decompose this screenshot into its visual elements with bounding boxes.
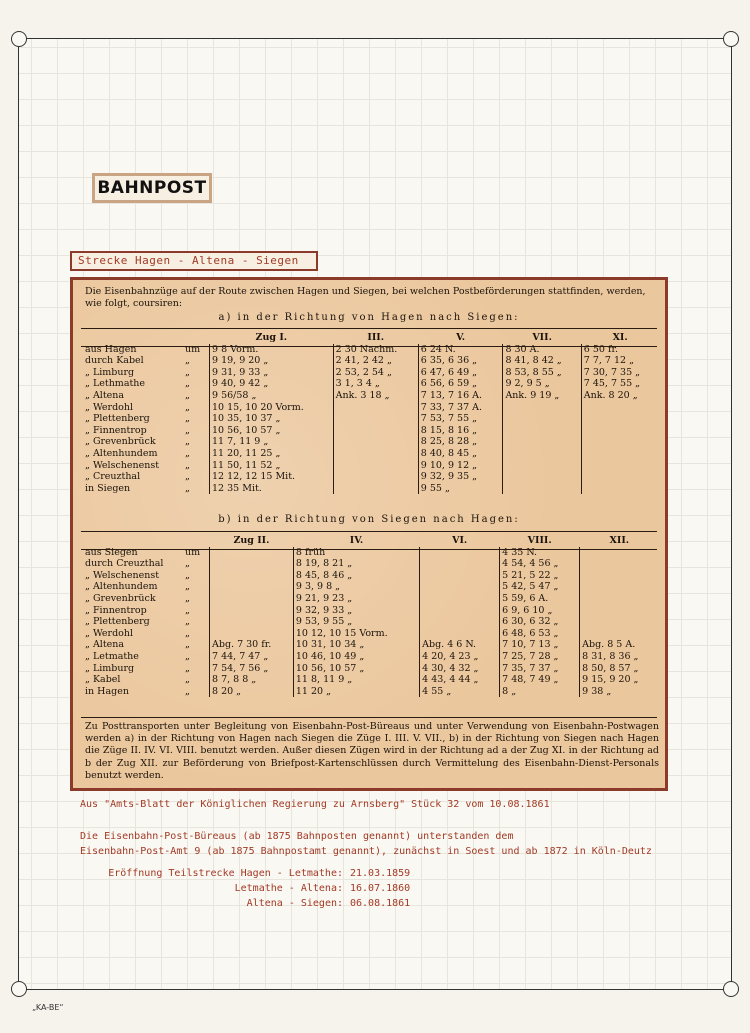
table-header-row <box>83 535 659 547</box>
train-time: 9 40, 9 42 „ <box>210 378 334 390</box>
station-prefix: „ <box>185 616 190 628</box>
train-time: 8 „ <box>500 686 580 698</box>
train-time <box>503 471 581 483</box>
timetable-siegen-hagen <box>83 535 659 697</box>
train-time <box>581 402 659 414</box>
station-name: „ Altenhundem <box>85 447 158 459</box>
train-time: Abg. 8 5 A. <box>580 639 659 651</box>
table-row <box>83 674 659 686</box>
train-time <box>580 581 659 593</box>
station-prefix: um <box>185 546 201 558</box>
train-column-header: VIII. <box>527 535 552 546</box>
train-time <box>210 558 294 570</box>
train-time: 9 21, 9 23 „ <box>293 593 419 605</box>
train-time: 10 56, 10 57 „ <box>210 425 334 437</box>
train-time <box>333 413 418 425</box>
train-time: 8 45, 8 46 „ <box>293 570 419 582</box>
corner-ornament <box>723 981 739 997</box>
train-time: 4 30, 4 32 „ <box>420 663 500 675</box>
station-prefix: „ <box>185 366 190 378</box>
train-time: 9 53, 9 55 „ <box>293 616 419 628</box>
train-time: 7 7, 7 12 „ <box>581 355 659 367</box>
train-column-header: III. <box>367 332 385 343</box>
station-prefix: „ <box>185 471 190 483</box>
station-prefix: „ <box>185 674 190 686</box>
table-row <box>83 651 659 663</box>
train-time: 8 41, 8 42 „ <box>503 355 581 367</box>
station-prefix: „ <box>185 401 190 413</box>
rule <box>81 346 657 347</box>
source-note: Aus "Amts-Blatt der Königlichen Regierung zu Arnsberg" Stück 32 vom 10.08.1861 <box>80 799 550 810</box>
rule <box>81 328 657 329</box>
train-column-header: XII. <box>609 535 630 546</box>
table-row <box>83 605 659 617</box>
opening-date: 21.03.1859 <box>350 868 411 879</box>
train-column-header: Zug I. <box>255 332 288 343</box>
section-b-title: b) in der Richtung von Siegen nach Hagen: <box>218 514 520 525</box>
train-time <box>210 616 294 628</box>
station-name: in Hagen <box>85 685 129 697</box>
train-time: 5 21, 5 22 „ <box>500 570 580 582</box>
train-time: 2 41, 2 42 „ <box>333 355 418 367</box>
station-name: in Siegen <box>85 482 131 494</box>
route-label: Strecke Hagen - Altena - Siegen <box>72 253 316 269</box>
header-blank <box>83 535 183 547</box>
station-name: „ Altena <box>85 389 125 401</box>
station-prefix: „ <box>185 627 190 639</box>
table-row <box>83 367 659 379</box>
train-time <box>580 593 659 605</box>
train-time: 11 20, 11 25 „ <box>210 448 334 460</box>
station-prefix: „ <box>185 650 190 662</box>
train-column-header: XI. <box>612 332 628 343</box>
corner-ornament <box>723 31 739 47</box>
train-time: 11 7, 11 9 „ <box>210 436 334 448</box>
station-name: „ Kabel <box>85 674 121 686</box>
station-prefix: „ <box>185 355 190 367</box>
train-time <box>333 402 418 414</box>
opening-label: Altena - Siegen: <box>246 898 343 909</box>
station-name: „ Finnentrop <box>85 604 147 616</box>
train-time: 9 32, 9 33 „ <box>293 605 419 617</box>
train-time: 9 56/58 „ <box>210 390 334 402</box>
train-time: 11 8, 11 9 „ <box>293 674 419 686</box>
train-time: 10 15, 10 20 Vorm. <box>210 402 334 414</box>
train-time: 7 35, 7 37 „ <box>500 663 580 675</box>
train-time <box>503 402 581 414</box>
station-name: „ Creuzthal <box>85 471 141 483</box>
train-time: Abg. 4 6 N. <box>420 639 500 651</box>
train-time: 9 10, 9 12 „ <box>418 460 503 472</box>
station-prefix: „ <box>185 378 190 390</box>
train-time: 6 48, 6 53 „ <box>500 628 580 640</box>
train-column-header: Zug II. <box>233 535 270 546</box>
station-prefix: um <box>185 343 201 355</box>
train-time: 7 10, 7 13 „ <box>500 639 580 651</box>
station-prefix: „ <box>185 685 190 697</box>
corner-ornament <box>11 981 27 997</box>
train-time <box>503 413 581 425</box>
table-row <box>83 686 659 698</box>
train-time: 9 38 „ <box>580 686 659 698</box>
train-time: 6 9, 6 10 „ <box>500 605 580 617</box>
train-time: 8 53, 8 55 „ <box>503 367 581 379</box>
train-time <box>580 628 659 640</box>
station-name: aus Hagen <box>85 343 137 355</box>
train-time: 11 20 „ <box>293 686 419 698</box>
train-time: 4 20, 4 23 „ <box>420 651 500 663</box>
train-time <box>420 605 500 617</box>
train-time <box>581 436 659 448</box>
station-name: „ Grevenbrück <box>85 592 156 604</box>
train-time: 4 43, 4 44 „ <box>420 674 500 686</box>
table-row <box>83 570 659 582</box>
admin-note-line-1: Die Eisenbahn-Post-Büreaus (ab 1875 Bahnposten genannt) unterstanden dem <box>80 831 514 842</box>
train-time: 7 53, 7 55 „ <box>418 413 503 425</box>
station-name: „ Lethmathe <box>85 378 146 390</box>
station-name: „ Welschenenst <box>85 459 160 471</box>
train-column-header: IV. <box>349 535 364 546</box>
train-time: 9 3, 9 8 „ <box>293 581 419 593</box>
table-row <box>83 616 659 628</box>
opening-label: Letmathe - Altena: <box>234 883 343 894</box>
table-row <box>83 402 659 414</box>
train-time <box>333 460 418 472</box>
table-row <box>83 413 659 425</box>
train-time <box>580 558 659 570</box>
train-time: 8 früh <box>293 547 419 559</box>
station-name: „ Grevenbrück <box>85 436 156 448</box>
station-prefix: „ <box>185 662 190 674</box>
train-time <box>333 471 418 483</box>
table-row <box>83 639 659 651</box>
train-time: 4 55 „ <box>420 686 500 698</box>
table-row <box>83 448 659 460</box>
train-time: 5 59, 6 A. <box>500 593 580 605</box>
page-heading: BAHNPOST <box>95 176 209 200</box>
table-row <box>83 471 659 483</box>
train-time <box>580 616 659 628</box>
train-column-header: VI. <box>452 535 468 546</box>
train-time: 6 56, 6 59 „ <box>418 378 503 390</box>
station-name: „ Werdohl <box>85 627 134 639</box>
train-time: 12 12, 12 15 Mit. <box>210 471 334 483</box>
train-time: 8 15, 8 16 „ <box>418 425 503 437</box>
admin-note-line-2: Eisenbahn-Post-Amt 9 (ab 1875 Bahnpostamt genannt), zunächst in Soest und ab 1872 in Köln-Deutz <box>80 846 652 857</box>
header-blank <box>83 332 183 344</box>
train-time: 9 32, 9 35 „ <box>418 471 503 483</box>
train-time: 4 35 N. <box>500 547 580 559</box>
station-name: „ Plettenberg <box>85 413 150 425</box>
station-name: „ Limburg <box>85 662 135 674</box>
station-prefix: „ <box>185 604 190 616</box>
train-time: 7 30, 7 35 „ <box>581 367 659 379</box>
train-time: 9 15, 9 20 „ <box>580 674 659 686</box>
train-time <box>333 483 418 495</box>
rule <box>81 549 657 550</box>
train-time: 9 31, 9 33 „ <box>210 367 334 379</box>
table-row <box>83 581 659 593</box>
train-time <box>210 570 294 582</box>
table-row <box>83 436 659 448</box>
station-prefix: „ <box>185 558 190 570</box>
table-header-row <box>83 332 659 344</box>
header-blank <box>183 535 210 547</box>
train-time: 4 54, 4 56 „ <box>500 558 580 570</box>
table-row <box>83 460 659 472</box>
train-time <box>580 570 659 582</box>
station-prefix: „ <box>185 389 190 401</box>
station-name: aus Siegen <box>85 546 138 558</box>
train-time: 7 48, 7 49 „ <box>500 674 580 686</box>
train-time <box>333 436 418 448</box>
table-row <box>83 483 659 495</box>
train-time <box>580 605 659 617</box>
train-time: Abg. 7 30 fr. <box>210 639 294 651</box>
train-time: 7 44, 7 47 „ <box>210 651 294 663</box>
page-heading-label <box>92 173 212 203</box>
station-name: „ Altenhundem <box>85 581 158 593</box>
table-row <box>83 355 659 367</box>
rule <box>81 717 657 718</box>
train-time <box>333 448 418 460</box>
train-time <box>503 425 581 437</box>
rule <box>81 531 657 532</box>
train-time: 2 30 Nachm. <box>333 344 418 356</box>
timetable-hagen-siegen <box>83 332 659 494</box>
train-time <box>503 448 581 460</box>
train-time: 2 53, 2 54 „ <box>333 367 418 379</box>
train-time: 8 31, 8 36 „ <box>580 651 659 663</box>
train-time: 8 25, 8 28 „ <box>418 436 503 448</box>
train-time <box>420 570 500 582</box>
station-prefix: „ <box>185 413 190 425</box>
station-name: „ Altena <box>85 639 125 651</box>
clipping-paper <box>73 280 665 788</box>
train-time <box>581 471 659 483</box>
train-time: 6 47, 6 49 „ <box>418 367 503 379</box>
train-time: 8 30 A. <box>503 344 581 356</box>
train-time <box>420 616 500 628</box>
train-time: 3 1, 3 4 „ <box>333 378 418 390</box>
train-time <box>503 483 581 495</box>
corner-ornament <box>11 31 27 47</box>
clipping-footer: Zu Posttransporten unter Begleitung von Eisenbahn-Post-Büreaus und unter Verwendung von Eisenbahn-Postwagen werden a) in der Richtung von Hagen nach Siegen die Züge I. III. V. VII., b) in der Richtung von Siegen nach Hagen die Züge II. IV. VI. VIII. benutzt werden. Außer diesen Zügen wird in der Richtung ad a der Zug XI. in der Richtung ad b der Zug XII. zur Beförderung von Briefpost-Kartenschlüssen durch Vermittelung des Eisenbahn-Dienst-Personals benutzt werden. <box>85 721 659 781</box>
train-time: 8 50, 8 57 „ <box>580 663 659 675</box>
table-row <box>83 378 659 390</box>
train-time <box>581 413 659 425</box>
train-time: 6 35, 6 36 „ <box>418 355 503 367</box>
station-prefix: „ <box>185 436 190 448</box>
train-time: 10 35, 10 37 „ <box>210 413 334 425</box>
station-name: „ Limburg <box>85 366 135 378</box>
train-time <box>420 581 500 593</box>
train-time: 9 8 Vorm. <box>210 344 334 356</box>
station-name: durch Kabel <box>85 355 144 367</box>
train-time: 7 54, 7 56 „ <box>210 663 294 675</box>
train-time <box>210 593 294 605</box>
train-time: 11 50, 11 52 „ <box>210 460 334 472</box>
station-prefix: „ <box>185 639 190 651</box>
train-time: 8 40, 8 45 „ <box>418 448 503 460</box>
train-time: 5 42, 5 47 „ <box>500 581 580 593</box>
train-time <box>581 460 659 472</box>
train-time <box>503 460 581 472</box>
train-time: 6 50 fr. <box>581 344 659 356</box>
train-time: 8 19, 8 21 „ <box>293 558 419 570</box>
table-row <box>83 558 659 570</box>
train-time: 10 56, 10 57 „ <box>293 663 419 675</box>
train-time: 7 33, 7 37 A. <box>418 402 503 414</box>
train-time: 9 19, 9 20 „ <box>210 355 334 367</box>
train-time: 8 20 „ <box>210 686 294 698</box>
header-blank <box>183 332 210 344</box>
train-time <box>210 581 294 593</box>
newspaper-clipping <box>70 277 668 791</box>
train-time: 6 24 N. <box>418 344 503 356</box>
train-time: 9 2, 9 5 „ <box>503 378 581 390</box>
station-name: „ Plettenberg <box>85 616 150 628</box>
opening-date: 16.07.1860 <box>350 883 411 894</box>
train-time <box>333 425 418 437</box>
table-row <box>83 663 659 675</box>
station-prefix: „ <box>185 569 190 581</box>
station-name: „ Werdohl <box>85 401 134 413</box>
train-time <box>420 558 500 570</box>
train-time: 12 35 Mit. <box>210 483 334 495</box>
train-time <box>503 436 581 448</box>
train-time: 10 12, 10 15 Vorm. <box>293 628 419 640</box>
train-time: 10 31, 10 34 „ <box>293 639 419 651</box>
station-prefix: „ <box>185 424 190 436</box>
train-time <box>581 425 659 437</box>
opening-label: Eröffnung Teilstrecke Hagen - Letmathe: <box>108 868 343 879</box>
station-prefix: „ <box>185 482 190 494</box>
table-row <box>83 425 659 437</box>
station-name: „ Letmathe <box>85 650 139 662</box>
station-name: durch Creuzthal <box>85 558 164 570</box>
train-time <box>420 628 500 640</box>
train-time: Ank. 9 19 „ <box>503 390 581 402</box>
train-time <box>581 448 659 460</box>
train-time: 10 46, 10 49 „ <box>293 651 419 663</box>
section-a-title: a) in der Richtung von Hagen nach Siegen: <box>218 312 520 323</box>
train-column-header: VII. <box>532 332 552 343</box>
station-prefix: „ <box>185 447 190 459</box>
train-time: Ank. 8 20 „ <box>581 390 659 402</box>
train-time: 6 30, 6 32 „ <box>500 616 580 628</box>
table-row <box>83 628 659 640</box>
train-time: Ank. 3 18 „ <box>333 390 418 402</box>
train-time: 7 13, 7 16 A. <box>418 390 503 402</box>
station-name: „ Finnentrop <box>85 424 147 436</box>
route-label-box <box>70 251 318 271</box>
clipping-intro: Die Eisenbahnzüge auf der Route zwischen Hagen und Siegen, bei welchen Postbeförderungen stattfinden, werden, wie folgt, coursiren: <box>85 286 646 309</box>
train-column-header: V. <box>456 332 466 343</box>
station-prefix: „ <box>185 459 190 471</box>
train-time <box>210 628 294 640</box>
train-time: 9 55 „ <box>418 483 503 495</box>
station-prefix: „ <box>185 592 190 604</box>
train-time <box>581 483 659 495</box>
table-row <box>83 593 659 605</box>
station-prefix: „ <box>185 581 190 593</box>
train-time: 7 45, 7 55 „ <box>581 378 659 390</box>
collector-tag: „KA-BE“ <box>32 1003 64 1012</box>
table-row <box>83 390 659 402</box>
train-time: 7 25, 7 28 „ <box>500 651 580 663</box>
train-time: 8 7, 8 8 „ <box>210 674 294 686</box>
train-time <box>210 605 294 617</box>
train-time <box>420 593 500 605</box>
opening-date: 06.08.1861 <box>350 898 411 909</box>
station-name: „ Welschenenst <box>85 569 160 581</box>
